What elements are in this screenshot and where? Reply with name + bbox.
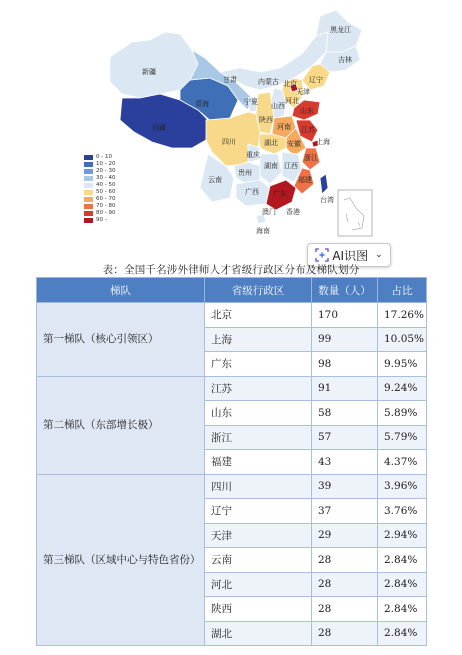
- header-count: 数量（人）: [312, 278, 378, 303]
- map-label-tianjin: 天津: [296, 88, 310, 96]
- map-label-henan: 河南: [277, 123, 291, 131]
- province-cell: 辽宁: [205, 499, 312, 524]
- map-label-shandong: 山东: [300, 107, 314, 115]
- map-label-beijing: 北京: [283, 80, 297, 88]
- table-caption: 表：全国千名涉外律师人才省级行政区分布及梯队划分: [102, 264, 360, 276]
- map-label-taiwan: 台湾: [320, 196, 334, 204]
- map-label-guangxi: 广西: [245, 188, 259, 196]
- legend-item: 60 - 70: [84, 196, 115, 203]
- map-label-shanghai: 上海: [316, 138, 330, 146]
- count-cell: 99: [312, 327, 378, 352]
- count-cell: 57: [312, 425, 378, 450]
- province-cell: 北京: [205, 303, 312, 328]
- share-cell: 17.26%: [378, 303, 427, 328]
- share-cell: 2.84%: [378, 621, 427, 646]
- map-label-hebei: 河北: [285, 97, 299, 105]
- province-cell: 上海: [205, 327, 312, 352]
- legend-swatch: [84, 197, 93, 202]
- table-row: [37, 376, 427, 401]
- count-cell: 37: [312, 499, 378, 524]
- region-taiwan: [320, 174, 328, 194]
- legend-item: 0 - 10: [84, 154, 115, 161]
- map-label-gansu: 甘肃: [223, 76, 237, 84]
- province-cell: 浙江: [205, 425, 312, 450]
- legend-swatch: [84, 211, 93, 216]
- count-cell: 58: [312, 401, 378, 426]
- legend-item: 30 - 40: [84, 175, 115, 182]
- count-cell: 28: [312, 548, 378, 573]
- map-label-jiangsu: 江苏: [301, 126, 315, 134]
- map-label-yunnan: 云南: [208, 176, 222, 184]
- table-header-row: [37, 278, 427, 303]
- legend-item: 10 - 20: [84, 161, 115, 168]
- share-cell: 2.84%: [378, 548, 427, 573]
- map-label-ningxia: 宁夏: [244, 98, 258, 106]
- header-share: 占比: [378, 278, 427, 303]
- count-cell: 28: [312, 597, 378, 622]
- count-cell: 170: [312, 303, 378, 328]
- map-label-tibet: 西藏: [152, 124, 166, 132]
- map-label-zhejiang: 浙江: [304, 154, 318, 162]
- map-label-shanxi: 山西: [271, 102, 285, 110]
- map-label-hainan: 海南: [256, 227, 270, 235]
- map-label-jilin: 吉林: [338, 56, 352, 64]
- legend-swatch: [84, 190, 93, 195]
- share-cell: 9.24%: [378, 376, 427, 401]
- legend-item: 80 - 90: [84, 210, 115, 217]
- count-cell: 28: [312, 572, 378, 597]
- legend-item: 90 -: [84, 217, 115, 224]
- count-cell: 28: [312, 621, 378, 646]
- legend-swatch: [84, 169, 93, 174]
- legend-swatch: [84, 155, 93, 160]
- map-label-shaanxi: 陕西: [259, 116, 273, 124]
- share-cell: 2.84%: [378, 572, 427, 597]
- province-cell: 江苏: [205, 376, 312, 401]
- map-label-heilongjiang: 黑龙江: [330, 26, 351, 34]
- share-cell: 5.79%: [378, 425, 427, 450]
- map-label-sichuan: 四川: [222, 138, 236, 146]
- province-cell: 四川: [205, 474, 312, 499]
- map-label-guangdong: 广东: [273, 190, 287, 198]
- share-cell: 9.95%: [378, 352, 427, 377]
- province-cell: 广东: [205, 352, 312, 377]
- legend-swatch: [84, 204, 93, 209]
- map-label-hongkong: 香港: [286, 208, 300, 216]
- legend-swatch: [84, 183, 93, 188]
- province-cell: 陕西: [205, 597, 312, 622]
- map-label-guizhou: 贵州: [238, 169, 252, 177]
- legend-swatch: [84, 176, 93, 181]
- table-row: [37, 474, 427, 499]
- tier-3-label: 第三梯队（区域中心与特色省份）: [37, 474, 205, 646]
- legend-swatch: [84, 162, 93, 167]
- map-label-macau: 澳门: [262, 208, 276, 216]
- legend-item: 20 - 30: [84, 168, 115, 175]
- province-cell: 天津: [205, 523, 312, 548]
- ai-scan-icon: [315, 248, 329, 262]
- map-label-anhui: 安徽: [287, 140, 301, 148]
- chevron-down-icon[interactable]: ⌄: [375, 250, 383, 260]
- province-cell: 山东: [205, 401, 312, 426]
- count-cell: 43: [312, 450, 378, 475]
- legend-swatch: [84, 218, 93, 223]
- map-label-hunan: 湖南: [264, 162, 278, 170]
- map-label-liaoning: 辽宁: [309, 76, 323, 84]
- share-cell: 10.05%: [378, 327, 427, 352]
- lawyer-distribution-table: [36, 277, 427, 646]
- province-cell: 湖北: [205, 621, 312, 646]
- map-svg: [80, 2, 390, 242]
- china-choropleth-map: [80, 2, 390, 242]
- tier-1-label: 第一梯队（核心引领区）: [37, 303, 205, 377]
- header-tier: 梯队: [37, 278, 205, 303]
- south-china-sea-inset: [338, 190, 372, 236]
- map-label-hubei: 湖北: [264, 139, 278, 147]
- map-label-inner-mongolia: 内蒙古: [258, 78, 279, 86]
- count-cell: 39: [312, 474, 378, 499]
- map-legend: [84, 154, 115, 224]
- share-cell: 3.96%: [378, 474, 427, 499]
- legend-item: 70 - 80: [84, 203, 115, 210]
- tier-2-label: 第二梯队（东部增长极）: [37, 376, 205, 474]
- share-cell: 5.89%: [378, 401, 427, 426]
- map-label-fujian: 福建: [298, 176, 312, 184]
- map-label-qinghai: 青海: [195, 100, 209, 108]
- count-cell: 91: [312, 376, 378, 401]
- table-row: [37, 303, 427, 328]
- ai-button-label: AI识图: [332, 248, 369, 263]
- count-cell: 98: [312, 352, 378, 377]
- province-cell: 福建: [205, 450, 312, 475]
- map-label-xinjiang: 新疆: [142, 68, 156, 76]
- share-cell: 3.76%: [378, 499, 427, 524]
- province-cell: 云南: [205, 548, 312, 573]
- count-cell: 29: [312, 523, 378, 548]
- header-province: 省级行政区: [205, 278, 312, 303]
- share-cell: 2.94%: [378, 523, 427, 548]
- map-label-chongqing: 重庆: [246, 151, 260, 159]
- share-cell: 2.84%: [378, 597, 427, 622]
- province-cell: 河北: [205, 572, 312, 597]
- map-label-jiangxi: 江西: [284, 162, 298, 170]
- legend-item: 50 - 60: [84, 189, 115, 196]
- share-cell: 4.37%: [378, 450, 427, 475]
- legend-item: 40 - 50: [84, 182, 115, 189]
